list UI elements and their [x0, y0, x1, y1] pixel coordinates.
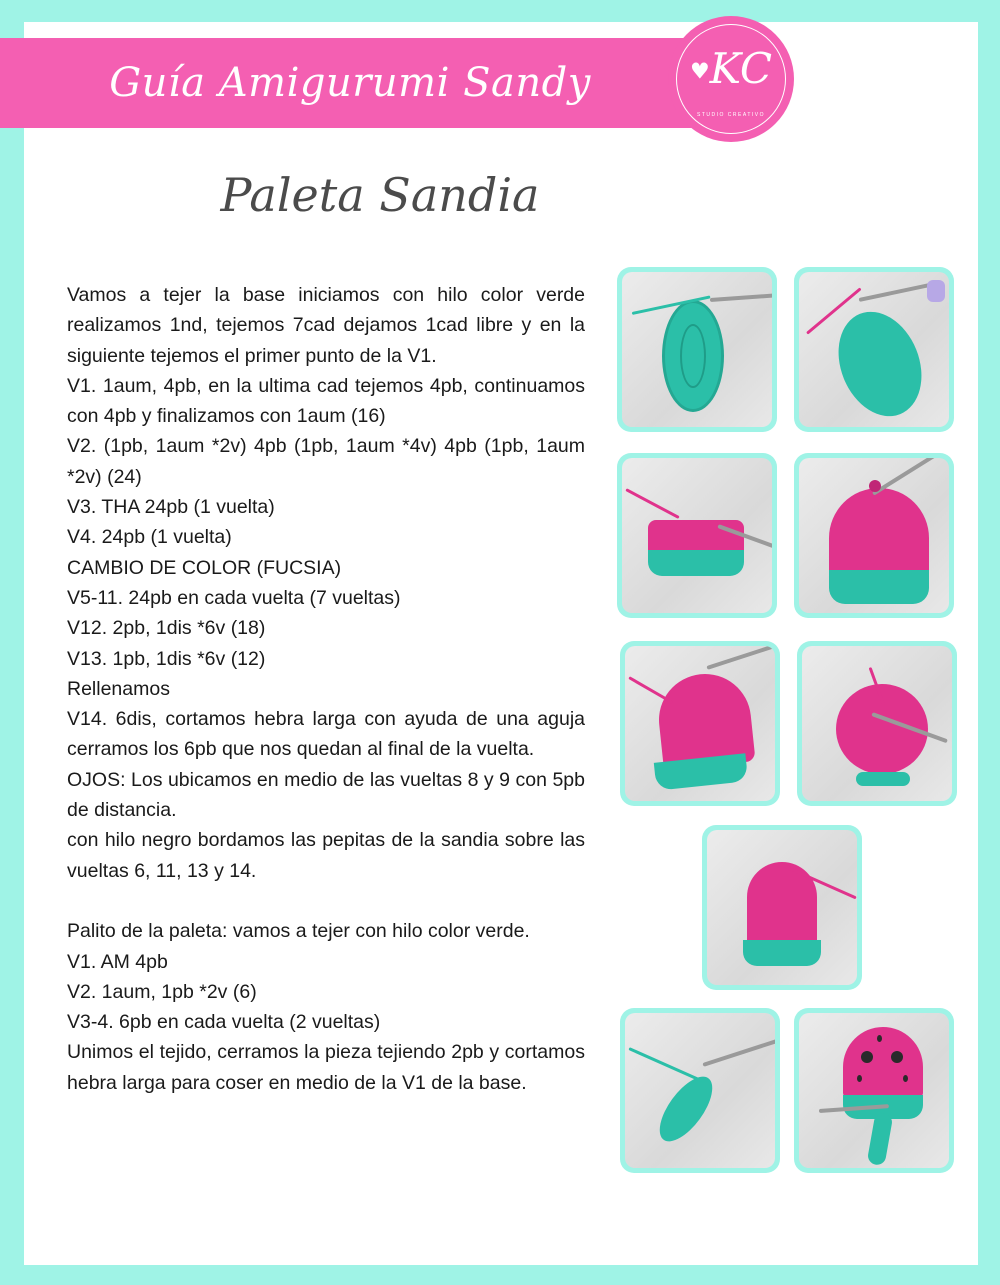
step-photo-4 — [794, 453, 954, 618]
instruction-line: V2. (1pb, 1aum *2v) 4pb (1pb, 1aum *4v) 4pb (1pb, 1aum *2v) (24) — [67, 435, 585, 488]
instruction-line: Rellenamos — [67, 677, 170, 700]
step-photo-2 — [794, 267, 954, 432]
instruction-line: V5-11. 24pb en cada vuelta (7 vueltas) — [67, 586, 401, 609]
page-subtitle: Paleta Sandia — [220, 168, 540, 222]
step-photo-3 — [617, 453, 777, 618]
step-photo-9 — [794, 1008, 954, 1173]
instruction-line: V1. 1aum, 4pb, en la ultima cad tejemos 4pb, continuamos con 4pb y finalizamos con 1aum (16) — [67, 374, 585, 428]
header-title: Guía Amigurumi Sandy — [109, 60, 591, 106]
instruction-line: V3-4. 6pb en cada vuelta (2 vueltas) — [67, 1011, 381, 1034]
stick-instructions — [67, 916, 585, 1098]
instructions-text — [67, 280, 585, 1098]
step-photo-8 — [620, 1008, 780, 1173]
step-photo-6 — [797, 641, 957, 806]
instruction-line: V14. 6dis, cortamos hebra larga con ayuda de una aguja cerramos los 6pb que nos quedan al final de la vuelta. — [67, 708, 585, 761]
instruction-line: CAMBIO DE COLOR (FUCSIA) — [67, 556, 342, 579]
instruction-line: OJOS: Los ubicamos en medio de las vueltas 8 y 9 con 5pb de distancia. — [67, 768, 585, 822]
logo-subtext: STUDIO CREATIVO — [697, 112, 765, 118]
instruction-line: con hilo negro bordamos las pepitas de la sandia sobre las vueltas 6, 11, 13 y 14. — [67, 829, 585, 882]
instruction-line: V4. 24pb (1 vuelta) — [67, 526, 232, 549]
instruction-line: Unimos el tejido, cerramos la pieza tejiendo 2pb y cortamos hebra larga para coser en medio de la V1 de la base. — [67, 1041, 585, 1094]
instruction-line: V2. 1aum, 1pb *2v (6) — [67, 980, 257, 1003]
instruction-line: V13. 1pb, 1dis *6v (12) — [67, 647, 266, 670]
step-photo-5 — [620, 641, 780, 806]
logo-text: KC — [709, 44, 773, 93]
heart-icon: ♥ — [689, 59, 710, 85]
instruction-line: Palito de la paleta: vamos a tejer con hilo color verde. — [67, 920, 530, 943]
step-photo-1 — [617, 267, 777, 432]
instruction-line: V1. AM 4pb — [67, 950, 168, 973]
base-instructions — [67, 280, 585, 886]
step-photo-7 — [702, 825, 862, 990]
kc-logo — [668, 16, 794, 142]
instruction-line: V3. THA 24pb (1 vuelta) — [67, 496, 275, 519]
instruction-line: Vamos a tejer la base iniciamos con hilo color verde realizamos 1nd, tejemos 7cad dejamos 1cad libre y en la siguiente tejemos el primer punto de la V1. — [67, 284, 585, 367]
instruction-line: V12. 2pb, 1dis *6v (18) — [67, 617, 266, 640]
